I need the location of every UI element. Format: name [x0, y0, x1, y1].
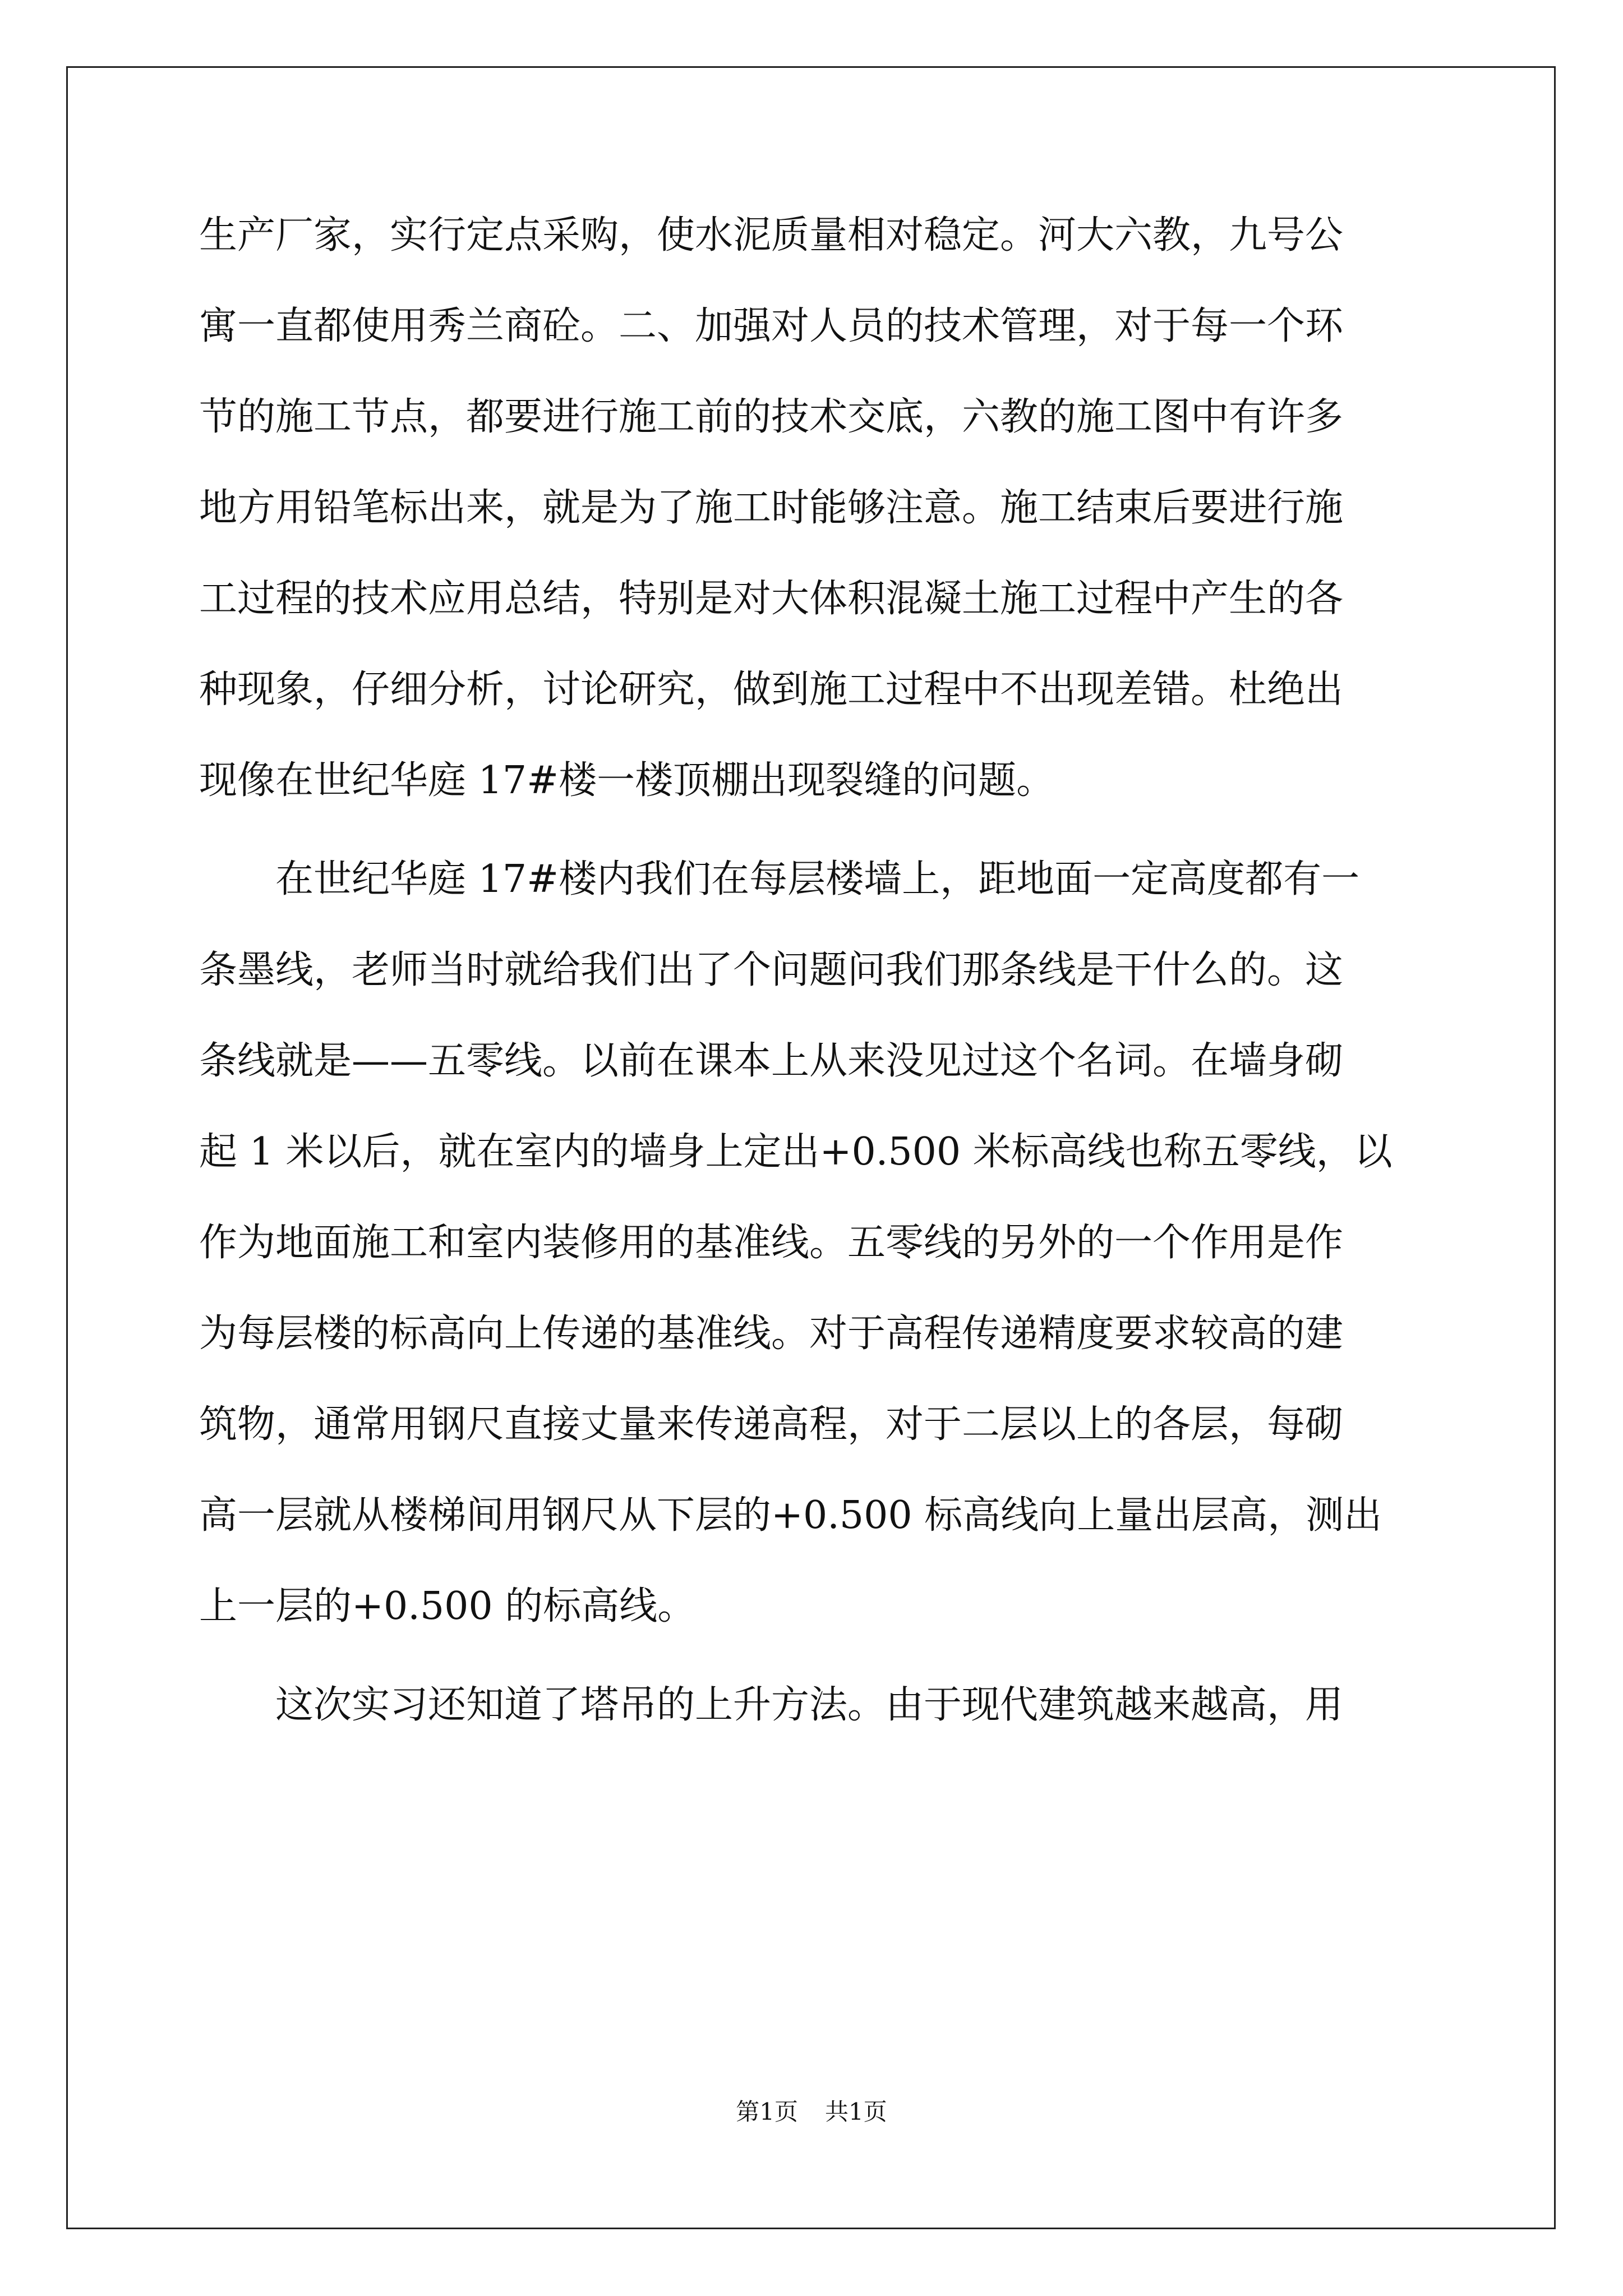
text-line: 种现象，仔细分析，讨论研究，做到施工过程中不出现差错。杜绝出: [199, 668, 1344, 712]
text-line: 为每层楼的标高向上传递的基准线。对于高程传递精度要求较高的建: [199, 1312, 1344, 1356]
text-line: 工过程的技术应用总结，特别是对大体积混凝土施工过程中产生的各: [199, 577, 1344, 621]
text-line: 起 1 米以后，就在室内的墙身上定出+0.500 米标高线也称五零线，以: [199, 1130, 1393, 1174]
text-line: 上一层的+0.500 的标高线。: [199, 1584, 696, 1628]
paragraph-first-line: 这次实习还知道了塔吊的上升方法。由于现代建筑越来越高，用: [275, 1683, 1344, 1727]
paragraph-first-line: 在世纪华庭 17#楼内我们在每层楼墙上，距地面一定高度都有一: [275, 857, 1360, 901]
text-line: 节的施工节点，都要进行施工前的技术交底，六教的施工图中有许多: [199, 395, 1344, 439]
text-line: 条墨线，老师当时就给我们出了个问题问我们那条线是干什么的。这: [199, 948, 1344, 992]
page-number: 第1页: [736, 2098, 798, 2125]
text-line: 现像在世纪华庭 17#楼一楼顶棚出现裂缝的问题。: [199, 758, 1055, 803]
text-line: 作为地面施工和室内装修用的基准线。五零线的另外的一个作用是作: [199, 1221, 1344, 1265]
text-line: 寓一直都使用秀兰商砼。二、加强对人员的技术管理，对于每一个环: [199, 304, 1344, 348]
page-total: 共1页: [825, 2098, 887, 2125]
text-line: 筑物，通常用钢尺直接丈量来传递高程，对于二层以上的各层，每砌: [199, 1402, 1344, 1447]
page-footer: [0, 2095, 1623, 2129]
text-line: 地方用铅笔标出来，就是为了施工时能够注意。施工结束后要进行施: [199, 486, 1344, 530]
text-line: 生产厂家，实行定点采购，使水泥质量相对稳定。河大六教，九号公: [199, 213, 1344, 257]
text-line: 条线就是——五零线。以前在课本上从来没见过这个名词。在墙身砌: [199, 1039, 1344, 1083]
text-line: 高一层就从楼梯间用钢尺从下层的+0.500 标高线向上量出层高，测出: [199, 1493, 1382, 1538]
